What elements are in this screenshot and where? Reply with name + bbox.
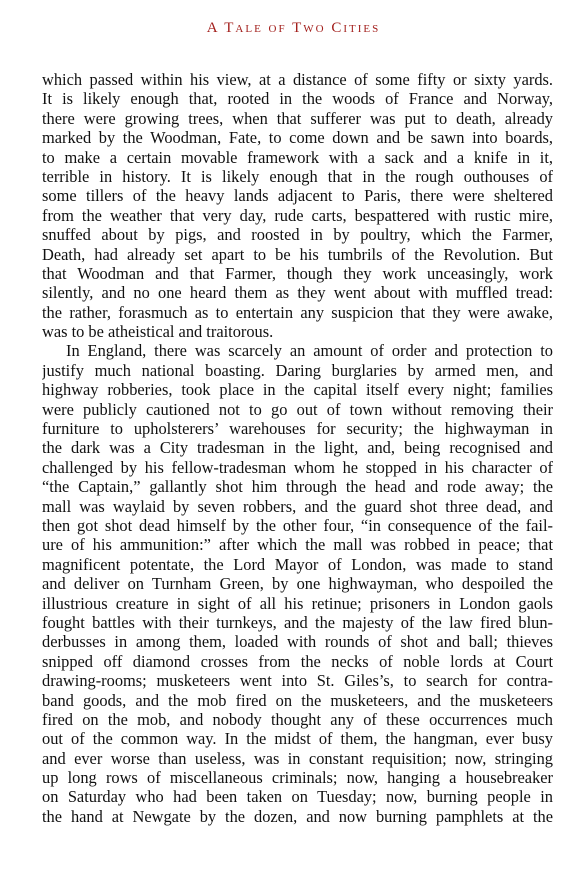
text-line: illustrious creature in sight of all his retinue; prisoners in London gaols [42,593,553,613]
text-line: to make a certain movable framework with a sack and a knife in it, [42,147,553,167]
text-line: up long rows of miscellaneous criminals; now, hanging a housebreaker [42,768,553,788]
text-line: the hand at Newgate by the dozen, and now burning pamphlets at the [42,806,553,826]
paragraph-first-line: In England, there was scarcely an amount of order and protection to [66,341,553,361]
text-line: furniture to upholsterers’ warehouses for security; the highwayman in [42,419,553,439]
body-text [42,70,553,826]
text-line: mall was waylaid by seven robbers, and the guard shot three dead, and [42,496,553,516]
text-line: fought battles with their turnkeys, and the majesty of the law fired blun- [42,612,553,632]
text-line: there were growing trees, when that sufferer was put to death, already [42,108,553,128]
text-line: fired on the mob, and nobody thought any of these occurrences much [42,709,553,729]
text-line: on Saturday who had been taken on Tuesday; now, burning people in [42,787,553,807]
text-line: the dark was a City tradesman in the light, and, being recognised and [42,438,553,458]
text-line: then got shot dead himself by the other four, “in consequence of the fail- [42,515,553,535]
text-line: out of the common way. In the midst of them, the hangman, ever busy [42,729,553,749]
text-line: justify much national boasting. Daring burglaries by armed men, and [42,360,553,380]
text-line: challenged by his fellow-tradesman whom he stopped in his character of [42,457,553,477]
text-line: marked by the Woodman, Fate, to come down and be sawn into boards, [42,128,553,148]
text-line: and ever worse than useless, was in constant requisition; now, stringing [42,748,553,768]
text-line: some tillers of the heavy lands adjacent to Paris, there were sheltered [42,186,553,206]
text-line: snipped off diamond crosses from the necks of noble lords at Court [42,651,553,671]
text-line: were publicly cautioned not to go out of town without removing their [42,399,553,419]
text-line: drawing-rooms; musketeers went into St. Giles’s, to search for contra- [42,671,553,691]
text-line: which passed within his view, at a distance of some fifty or sixty yards. [42,70,553,89]
text-line: It is likely enough that, rooted in the woods of France and Norway, [42,89,553,109]
text-line: highway robberies, took place in the capital itself every night; families [42,380,553,400]
text-line: band goods, and the mob fired on the musketeers, and the musketeers [42,690,553,710]
text-line: and deliver on Turnham Green, by one highwayman, who despoiled the [42,574,553,594]
text-line: “the Captain,” gallantly shot him through the head and rode away; the [42,477,553,497]
text-line: ure of his ammunition:” after which the mall was robbed in peace; that [42,535,553,555]
text-line: from the weather that very day, rude carts, bespattered with rustic mire, [42,205,553,225]
text-line: derbusses in among them, loaded with rounds of shot and ball; thieves [42,632,553,652]
running-head-title: A Tale of Two Cities [206,20,381,36]
text-line: silently, and no one heard them as they went about with muffled tread: [42,283,553,303]
text-line: the rather, forasmuch as to entertain any suspicion that they were awake, [42,302,553,322]
text-line: Death, had already set apart to be his tumbrils of the Revolution. But [42,244,553,264]
text-line: that Woodman and that Farmer, though they work unceasingly, work [42,263,553,283]
text-line: terrible in history. It is likely enough that in the rough outhouses of [42,166,553,186]
paragraph-end-line: was to be atheistical and traitorous. [42,322,274,342]
text-line: snuffed about by pigs, and roosted in by poultry, which the Farmer, [42,225,553,245]
text-line: magnificent potentate, the Lord Mayor of London, was made to stand [42,554,553,574]
